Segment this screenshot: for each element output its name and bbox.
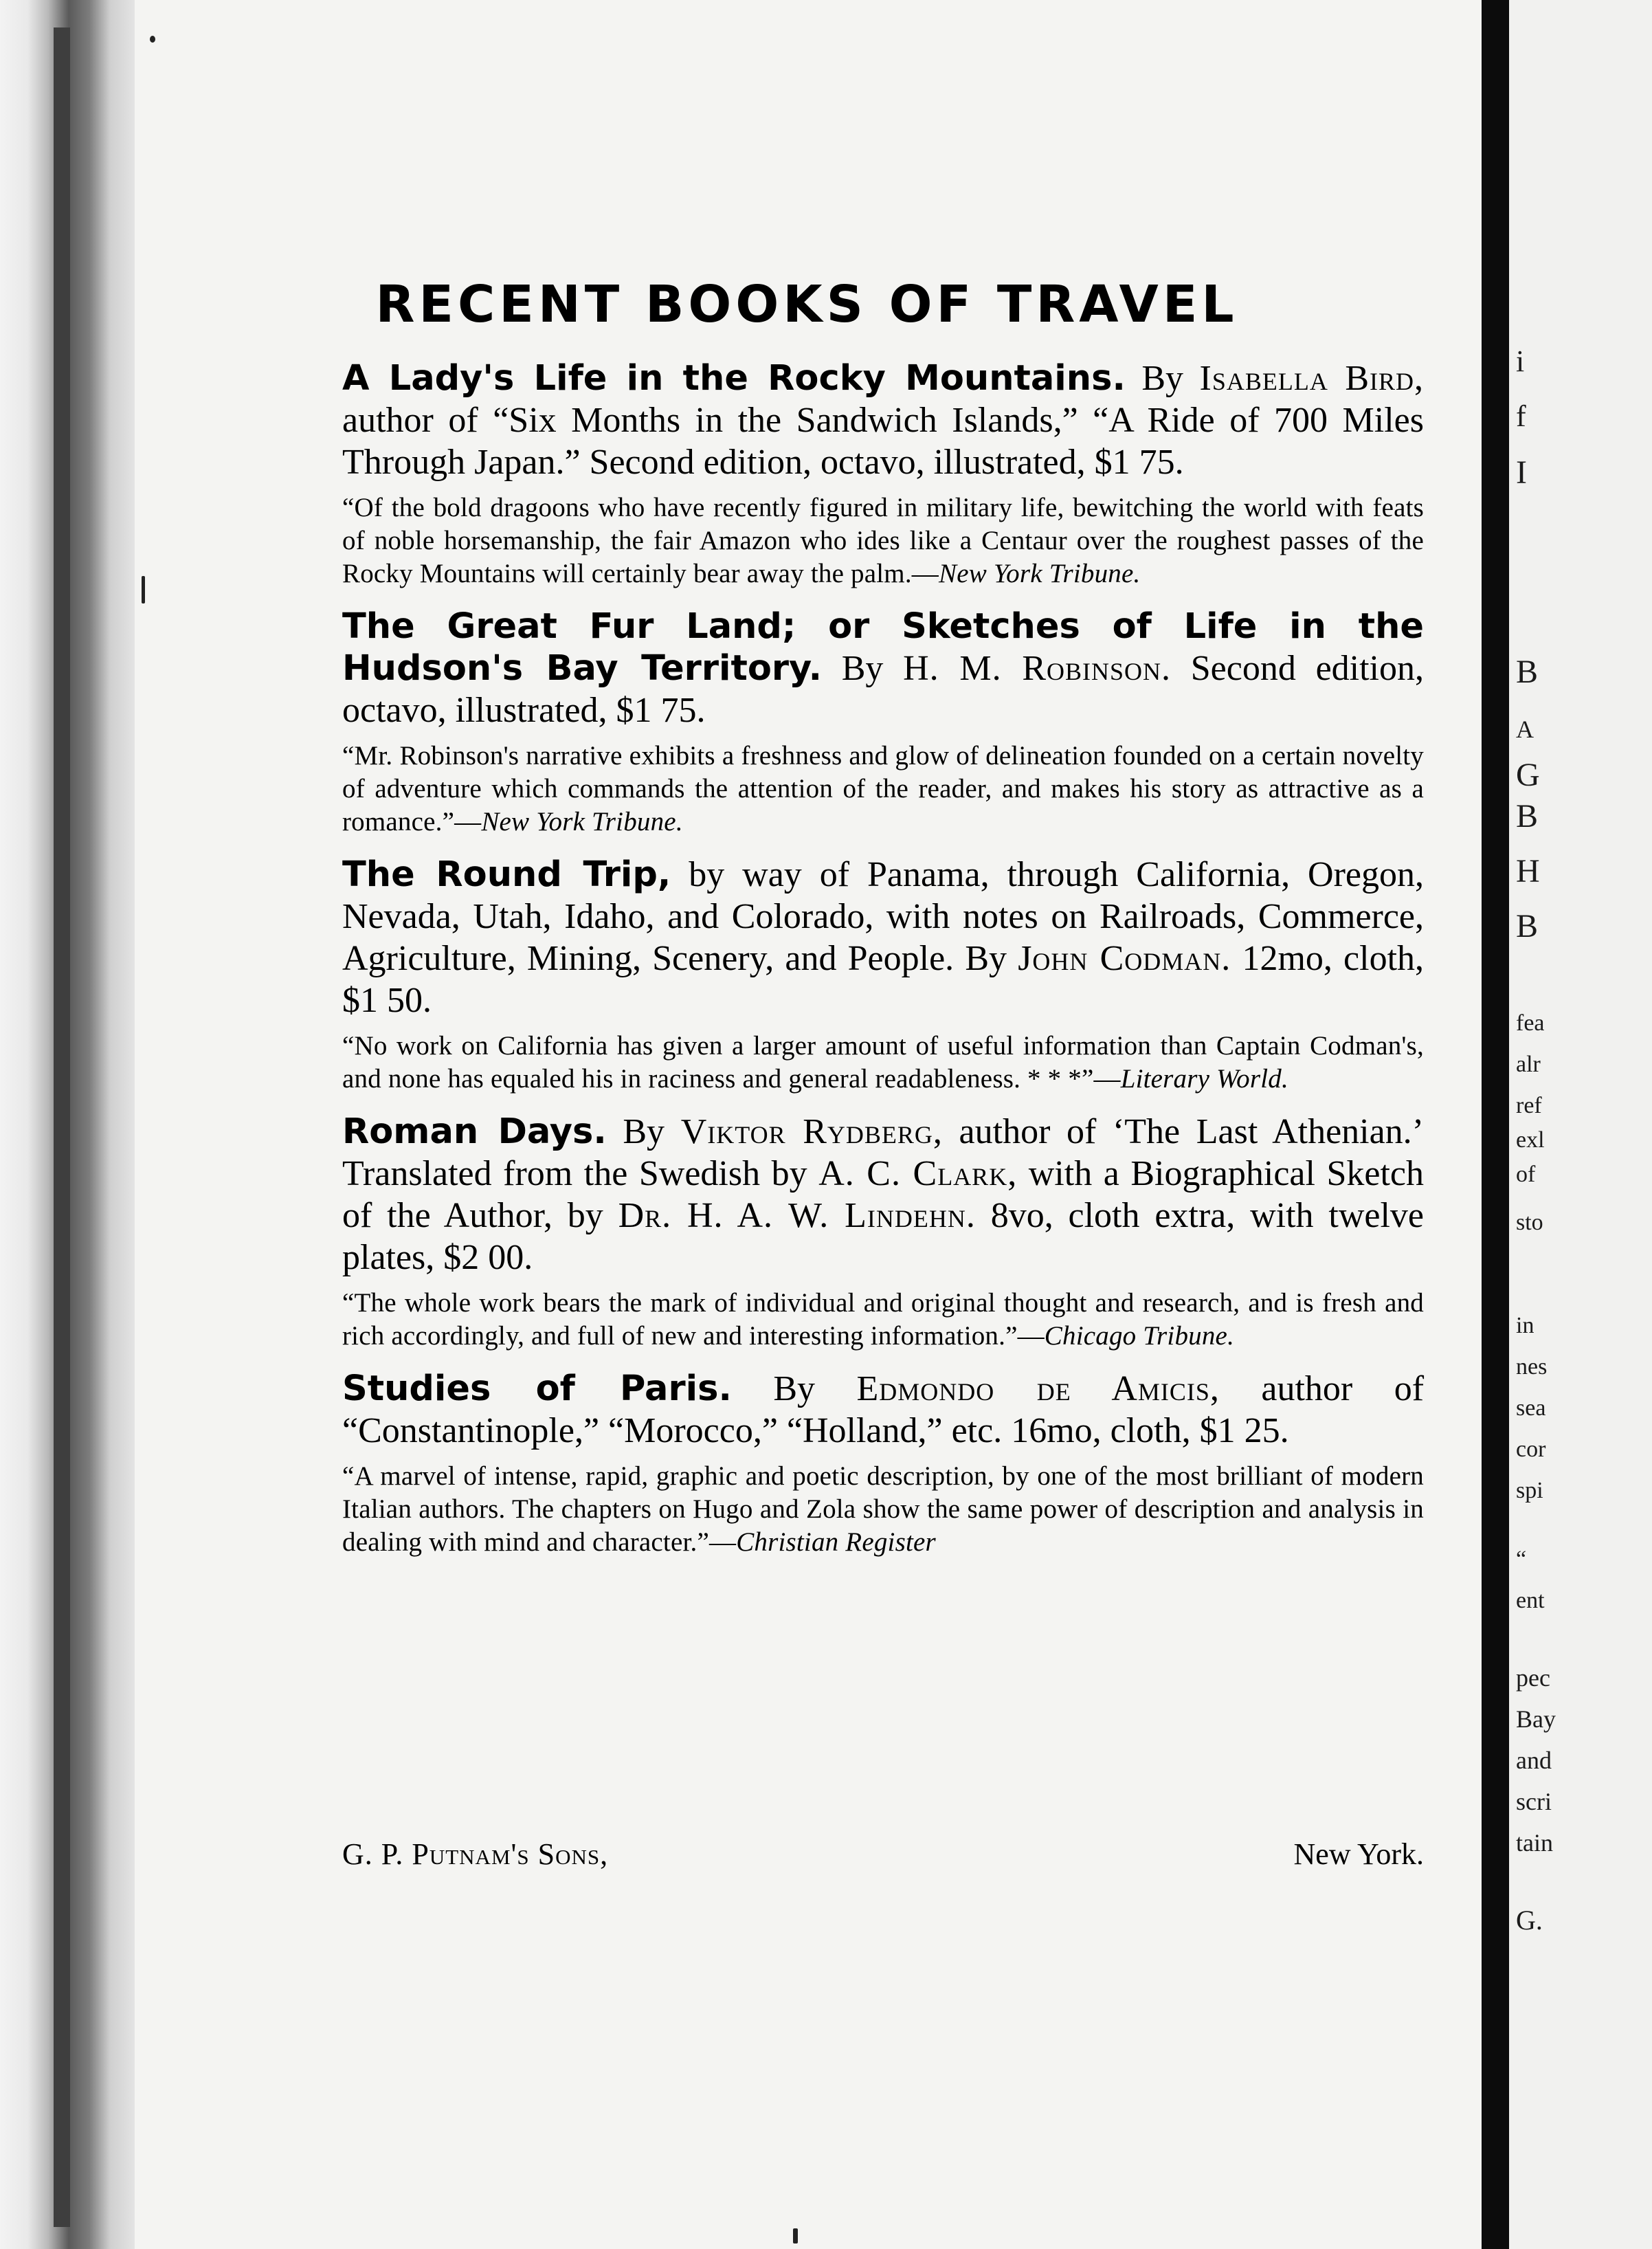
- book-entry: [342, 357, 1424, 590]
- facing-page-fragment: in: [1516, 1313, 1534, 1338]
- entry-heading: [342, 854, 1424, 1021]
- paper-speck: [793, 2228, 798, 2244]
- book-details: 12mo, cloth, $1 50.: [342, 939, 1425, 1020]
- quote-text: “No work on California has given a larger amount of useful information than Captain Codman's, and none has equaled his in raciness and general readableness. * * *”—: [342, 1031, 1424, 1094]
- book-gutter: [1482, 0, 1509, 2249]
- author-name: Edmondo de Amicis,: [856, 1369, 1220, 1408]
- book-details: 8vo, cloth extra, with twelve plates, $2 00.: [342, 1196, 1425, 1277]
- facing-page-fragment: “: [1516, 1547, 1527, 1572]
- paper-speck: [150, 36, 155, 43]
- sketch-author-name: Dr. H. A. W. Lindehn.: [618, 1196, 976, 1235]
- book-details-mid2: with a Biographical Sketch of the Author, by: [342, 1154, 1425, 1235]
- review-quote: [342, 740, 1424, 839]
- author-name: H. M. Robinson.: [903, 649, 1172, 688]
- quote-source: New York Tribune.: [938, 559, 1141, 588]
- book-list: [342, 357, 1424, 1574]
- facing-page-fragment: pec: [1516, 1664, 1550, 1692]
- entry-heading: [342, 606, 1424, 731]
- facing-page-fragment: i: [1516, 344, 1525, 378]
- review-quote: [342, 1287, 1424, 1353]
- facing-page-fragment: H: [1516, 853, 1540, 889]
- review-quote: [342, 1030, 1424, 1096]
- facing-page-fragment: A: [1516, 716, 1534, 743]
- facing-page-fragment: ref: [1516, 1093, 1542, 1118]
- facing-page-fragment: Bay: [1516, 1705, 1556, 1733]
- facing-page-fragment: I: [1516, 454, 1527, 491]
- facing-page-fragment: B: [1516, 908, 1539, 944]
- book-entry: [342, 854, 1424, 1096]
- by-word: By: [1141, 359, 1184, 398]
- book-title: The Round Trip,: [342, 854, 671, 895]
- facing-page-fragment: f: [1516, 399, 1526, 433]
- facing-page-fragment: spi: [1516, 1478, 1543, 1503]
- entry-heading: [342, 1111, 1424, 1278]
- quote-text: “A marvel of intense, rapid, graphic and poetic description, by one of the most brilliant of modern Italian authors. The chapters on Hugo and Zola show the same power of description and analysis in dealing with mind and character.”—: [342, 1461, 1424, 1557]
- facing-page-fragment: sea: [1516, 1395, 1546, 1421]
- facing-page-fragment: ent: [1516, 1588, 1545, 1613]
- facing-page-fragment: cor: [1516, 1437, 1546, 1462]
- facing-page-fragment: B: [1516, 654, 1539, 690]
- quote-source: New York Tribune.: [481, 807, 683, 837]
- facing-page-fragment: tain: [1516, 1829, 1553, 1857]
- book-title: The Great Fur Land; or Sketches of Life in the Hudson's Bay Territory.: [342, 606, 1424, 689]
- author-name: John Codman.: [1018, 939, 1231, 978]
- book-spine-edge: [0, 0, 135, 2249]
- spine-stripe: [54, 27, 70, 2227]
- review-quote: [342, 491, 1424, 590]
- review-quote: [342, 1460, 1424, 1559]
- facing-page-fragment: scri: [1516, 1788, 1552, 1815]
- by-word: By: [841, 649, 884, 688]
- book-entry: [342, 1111, 1424, 1353]
- quote-source: Literary World.: [1120, 1064, 1288, 1094]
- facing-page-fragment: exl: [1516, 1127, 1545, 1153]
- facing-page-fragment: fea: [1516, 1010, 1545, 1036]
- book-details: author of “Six Months in the Sandwich Islands,” “A Ride of 700 Miles Through Japan.” Second edition, octavo, illustrated, $1 75.: [342, 401, 1424, 482]
- book-details-mid: author of ‘The Last Athenian.’ Translated from the Swedish by: [342, 1112, 1424, 1193]
- book-title: Studies of Paris.: [342, 1369, 732, 1409]
- book-details: Second edition, octavo, illustrated, $1 75.: [342, 649, 1424, 730]
- facing-page-fragment: G: [1516, 757, 1540, 793]
- author-name: Isabella Bird,: [1199, 359, 1425, 398]
- publisher-name: G. P. Putnam's Sons,: [342, 1837, 609, 1871]
- paper-speck: [142, 576, 145, 603]
- translator-name: A. C. Clark,: [818, 1154, 1018, 1193]
- facing-page-fragment: B: [1516, 798, 1539, 834]
- author-name: Viktor Rydberg,: [680, 1112, 943, 1151]
- publisher-city: New York.: [1293, 1837, 1424, 1871]
- book-title: A Lady's Life in the Rocky Mountains.: [342, 358, 1126, 399]
- entry-heading: [342, 357, 1424, 483]
- facing-page-fragment: sto: [1516, 1210, 1543, 1235]
- book-title: Roman Days.: [342, 1111, 607, 1152]
- quote-source: Christian Register: [736, 1527, 936, 1557]
- book-entry: [342, 1368, 1424, 1559]
- entry-heading: [342, 1368, 1424, 1452]
- quote-text: “Mr. Robinson's narrative exhibits a freshness and glow of delineation founded on a certain novelty of adventure which commands the attention of the reader, and makes his story as attractive as a romance.”—: [342, 741, 1424, 837]
- facing-page-fragment: of: [1516, 1162, 1536, 1187]
- by-word: By: [773, 1369, 815, 1408]
- book-entry: [342, 606, 1424, 839]
- facing-page-fragment: alr: [1516, 1052, 1541, 1077]
- quote-text: “The whole work bears the mark of individual and original thought and research, and is fresh and rich accordingly, and full of new and interesting information.”—: [342, 1288, 1424, 1351]
- book-details: author of “Constantinople,” “Morocco,” “Holland,” etc. 16mo, cloth, $1 25.: [342, 1369, 1425, 1450]
- quote-source: Chicago Tribune.: [1044, 1321, 1235, 1351]
- facing-page: [1509, 0, 1652, 2249]
- book-details-before: by way of Panama, through California, Oregon, Nevada, Utah, Idaho, and Colorado, with notes on Railroads, Commerce, Agriculture, Mining, Scenery, and People. By: [342, 855, 1424, 978]
- facing-page-fragment: G.: [1516, 1905, 1543, 1936]
- quote-text: “Of the bold dragoons who have recently figured in military life, bewitching the world with feats of noble horsemanship, the fair Amazon who ides like a Centaur over the roughest passes of the Rocky Mountains will certainly bear away the palm.—: [342, 493, 1424, 588]
- facing-page-fragment: nes: [1516, 1354, 1548, 1380]
- facing-page-fragment: and: [1516, 1747, 1552, 1774]
- by-word: By: [623, 1112, 665, 1151]
- page-title: RECENT BOOKS OF TRAVEL: [375, 275, 1238, 334]
